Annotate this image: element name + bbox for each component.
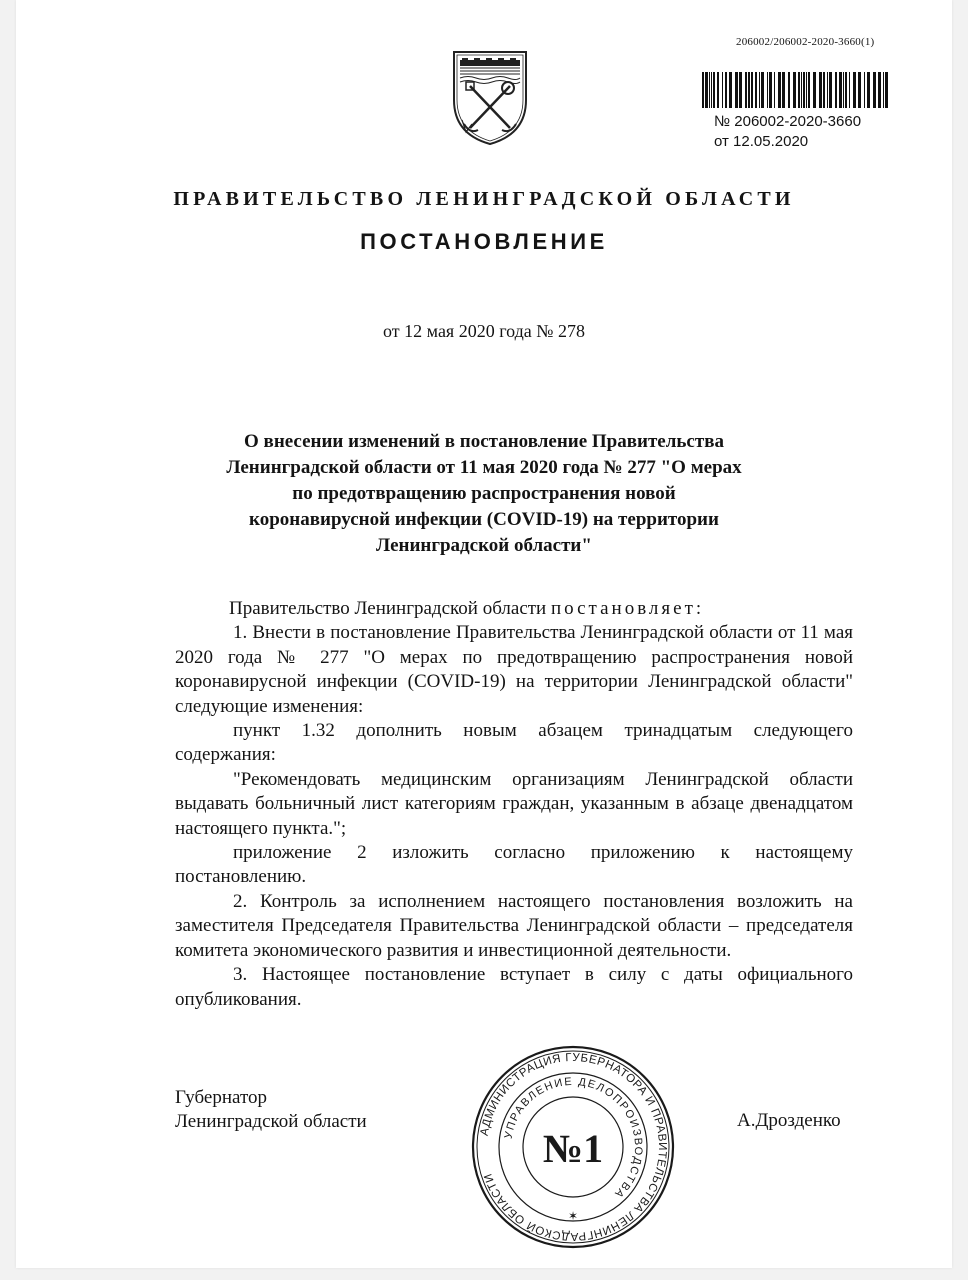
signer-title xyxy=(175,1086,367,1134)
signer-name: А.Дрозденко xyxy=(737,1110,841,1131)
stamp-number: №1 xyxy=(542,1126,604,1171)
preamble: Правительство Ленинградской области постановляет: xyxy=(229,598,702,619)
barcode-bar xyxy=(745,72,747,108)
barcode-bar xyxy=(806,72,807,108)
document-date-number: от 12 мая 2020 года № 278 xyxy=(383,321,585,341)
barcode-bar xyxy=(725,72,727,108)
barcode-bar xyxy=(878,72,881,108)
barcode-bar xyxy=(819,72,822,108)
barcode-bar xyxy=(778,72,781,108)
stamp-outer-text: АДМИНИСТРАЦИЯ ГУБЕРНАТОРА И ПРАВИТЕЛЬСТВА ЛЕНИНГРАДСКОЙ ОБЛАСТИ xyxy=(478,1051,669,1243)
barcode-bar xyxy=(864,72,865,108)
registration-block xyxy=(714,112,861,152)
barcode-bar xyxy=(853,72,856,108)
paragraph-2: 2. Контроль за исполнением настоящего постановления возложить на заместителя Председателя Правительства Ленинградской области – председателя комитета экономического развития и инвестиционной деятельности. xyxy=(175,890,853,961)
barcode-bar xyxy=(803,72,805,108)
stamp-star-icon: ✶ xyxy=(567,1209,579,1223)
document-code: 206002/206002-2020-3660(1) xyxy=(736,36,875,48)
barcode-bar xyxy=(759,72,760,108)
barcode-bar xyxy=(751,72,753,108)
barcode-bar xyxy=(843,72,844,108)
barcode-bar xyxy=(883,72,884,108)
barcode-bar xyxy=(788,72,790,108)
barcode-bar xyxy=(722,72,723,108)
barcode-bar xyxy=(767,72,768,108)
document-type: ПОСТАНОВЛЕНИЕ xyxy=(360,229,608,254)
title-line: коронавирусной инфекции (COVID-19) на территории xyxy=(249,509,719,530)
barcode-bar xyxy=(709,72,710,108)
barcode-bar xyxy=(717,72,719,108)
registration-date: от 12.05.2020 xyxy=(714,133,809,150)
paragraph-1-quote: "Рекомендовать медицинским организациям Ленинградской области выдавать больничный лист категориям граждан, указанным в абзаце двенадцатом настоящего пункта."; xyxy=(175,768,853,839)
barcode-bar xyxy=(835,72,837,108)
paragraph-1: 1. Внести в постановление Правительства Ленинградской области от 11 мая 2020 года № 277 "О мерах по предотвращению распространения новой коронавирусной инфекции (COVID-19) на территории Ленинградской области" следующие изменения: xyxy=(175,622,853,717)
barcode-bar xyxy=(798,72,800,108)
registration-number: № 206002-2020-3660 xyxy=(714,113,862,130)
official-stamp xyxy=(468,1042,678,1252)
title-line: О внесении изменений в постановление Правительства xyxy=(244,431,724,452)
title-line: Ленинградской области" xyxy=(376,535,592,556)
barcode-bar xyxy=(705,72,708,108)
barcode-bar xyxy=(755,72,757,108)
signer-region: Ленинградской области xyxy=(175,1111,367,1132)
barcode-bar xyxy=(801,72,802,108)
document-body xyxy=(175,597,853,1012)
barcode-bar xyxy=(702,72,704,108)
barcode-bar xyxy=(774,72,775,108)
title-line: Ленинградской области от 11 мая 2020 года № 277 "О мерах xyxy=(226,457,742,478)
barcode-bar xyxy=(761,72,764,108)
barcode-bar xyxy=(713,72,715,108)
signer-position: Губернатор xyxy=(175,1087,268,1108)
barcode-bar xyxy=(823,72,825,108)
barcode-bar xyxy=(739,72,742,108)
barcode xyxy=(700,72,892,110)
barcode-bar xyxy=(849,72,850,108)
title-line: по предотвращению распространения новой xyxy=(292,483,676,504)
paragraph-1-item-b: приложение 2 изложить согласно приложению к настоящему постановлению. xyxy=(175,842,853,888)
stamp-inner-text: УПРАВЛЕНИЕ ДЕЛОПРОИЗВОДСТВА xyxy=(502,1075,645,1201)
barcode-bar xyxy=(845,72,847,108)
paragraph-3: 3. Настоящее постановление вступает в силу с даты официального опубликования. xyxy=(175,964,853,1010)
barcode-bar xyxy=(748,72,750,108)
barcode-bar xyxy=(782,72,785,108)
government-name: ПРАВИТЕЛЬСТВО ЛЕНИНГРАДСКОЙ ОБЛАСТИ xyxy=(173,188,795,210)
barcode-bar xyxy=(873,72,876,108)
barcode-bar xyxy=(735,72,738,108)
barcode-bar xyxy=(829,72,832,108)
document-title xyxy=(184,429,784,559)
barcode-bar xyxy=(729,72,732,108)
barcode-bar xyxy=(827,72,828,108)
barcode-bar xyxy=(858,72,861,108)
document-page xyxy=(16,0,952,1268)
barcode-bar xyxy=(867,72,870,108)
barcode-bar xyxy=(813,72,816,108)
barcode-bar xyxy=(769,72,772,108)
barcode-bar xyxy=(808,72,810,108)
paragraph-1-item-a: пункт 1.32 дополнить новым абзацем тринадцатым следующего содержания: xyxy=(175,720,853,766)
barcode-bar xyxy=(839,72,842,108)
coat-of-arms-icon xyxy=(448,48,532,148)
barcode-bar xyxy=(711,72,712,108)
barcode-bar xyxy=(885,72,888,108)
barcode-bar xyxy=(793,72,796,108)
